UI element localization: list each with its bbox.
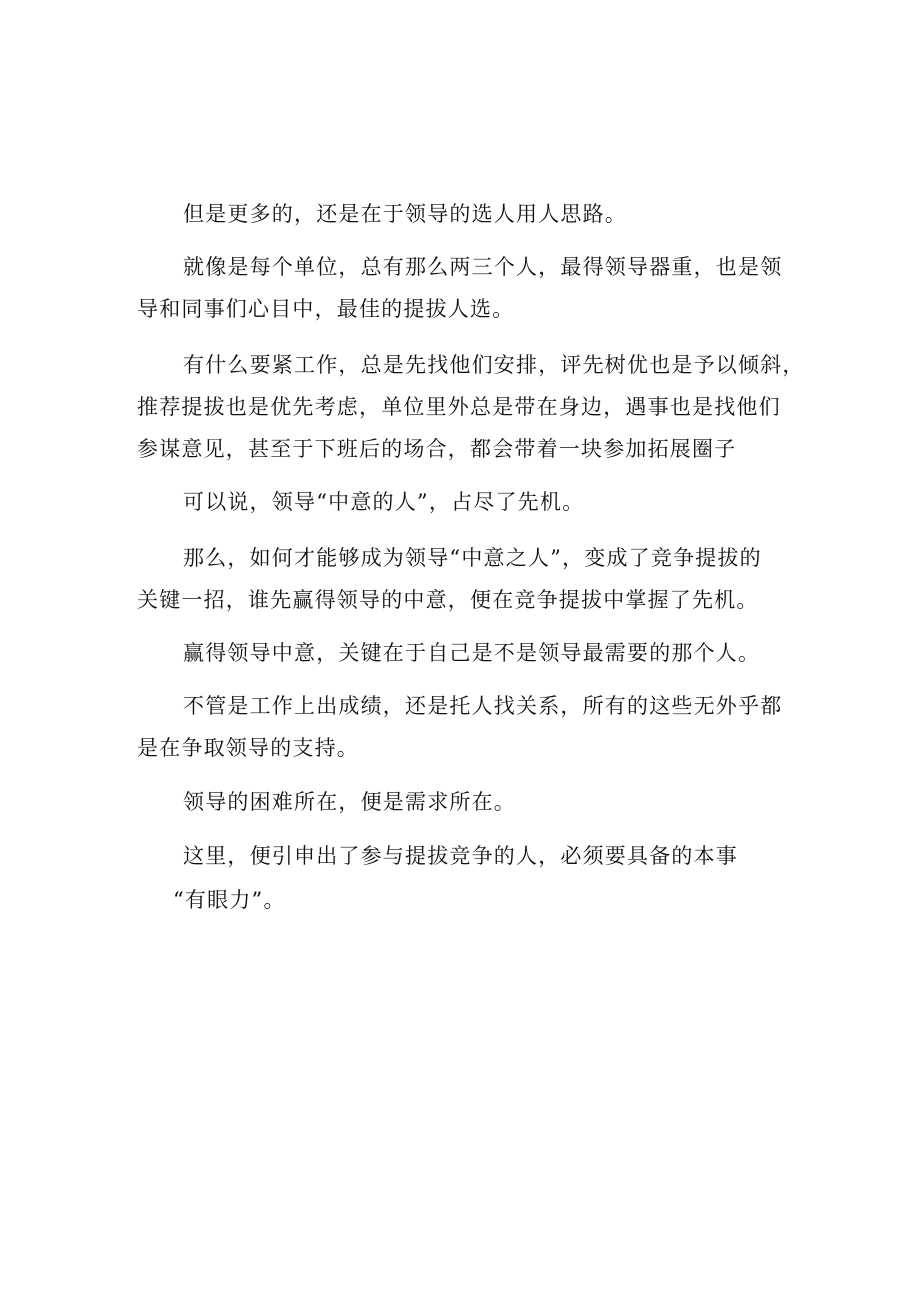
paragraph-line: 但是更多的，还是在于领导的选人用人思路。 [183, 202, 627, 226]
paragraph-line: 那么，如何才能够成为领导“中意之人”，变成了竞争提拔的 [183, 546, 762, 570]
paragraph-line: 赢得领导中意，关键在于自己是不是领导最需要的那个人。 [183, 641, 761, 665]
paragraph-line: 不管是工作上出成绩，还是托人找关系，所有的这些无外乎都 [183, 694, 783, 718]
paragraph-line: 可以说，领导“中意的人”，占尽了先机。 [183, 490, 585, 514]
paragraph-line: 领导的困难所在，便是需求所在。 [183, 790, 516, 814]
paragraph-line: 这里，便引申出了参与提拔竞争的人，必须要具备的本事 [183, 844, 738, 868]
paragraph-line: 就像是每个单位，总有那么两三个人，最得领导器重，也是领 [183, 255, 783, 279]
article-body [137, 193, 805, 921]
paragraph-6 [137, 632, 797, 674]
paragraph-9 [137, 835, 797, 877]
paragraph-line: 参谋意见，甚至于下班后的场合，都会带着一块参加拓展圈子 [137, 437, 737, 461]
paragraph-line: 导和同事们心目中，最佳的提拔人选。 [137, 297, 515, 321]
paragraph-5 [137, 537, 797, 621]
paragraph-line: 是在争取领导的支持。 [137, 736, 359, 760]
paragraph-7 [137, 685, 797, 769]
paragraph-3 [137, 344, 805, 470]
paragraph-2 [137, 246, 797, 330]
paragraph-line: 推荐提拔也是优先考虑，单位里外总是带在身边，遇事也是找他们 [137, 395, 781, 419]
paragraph-4 [137, 481, 797, 523]
paragraph-line: 有什么要紧工作，总是先找他们安排，评先树优也是予以倾斜， [183, 353, 805, 377]
paragraph-line: 关键一招，谁先赢得领导的中意，便在竞争提拔中掌握了先机。 [137, 588, 759, 612]
paragraph-1 [137, 193, 797, 235]
paragraph-8 [137, 781, 797, 823]
closing-quote: “有眼力”。 [173, 888, 286, 912]
